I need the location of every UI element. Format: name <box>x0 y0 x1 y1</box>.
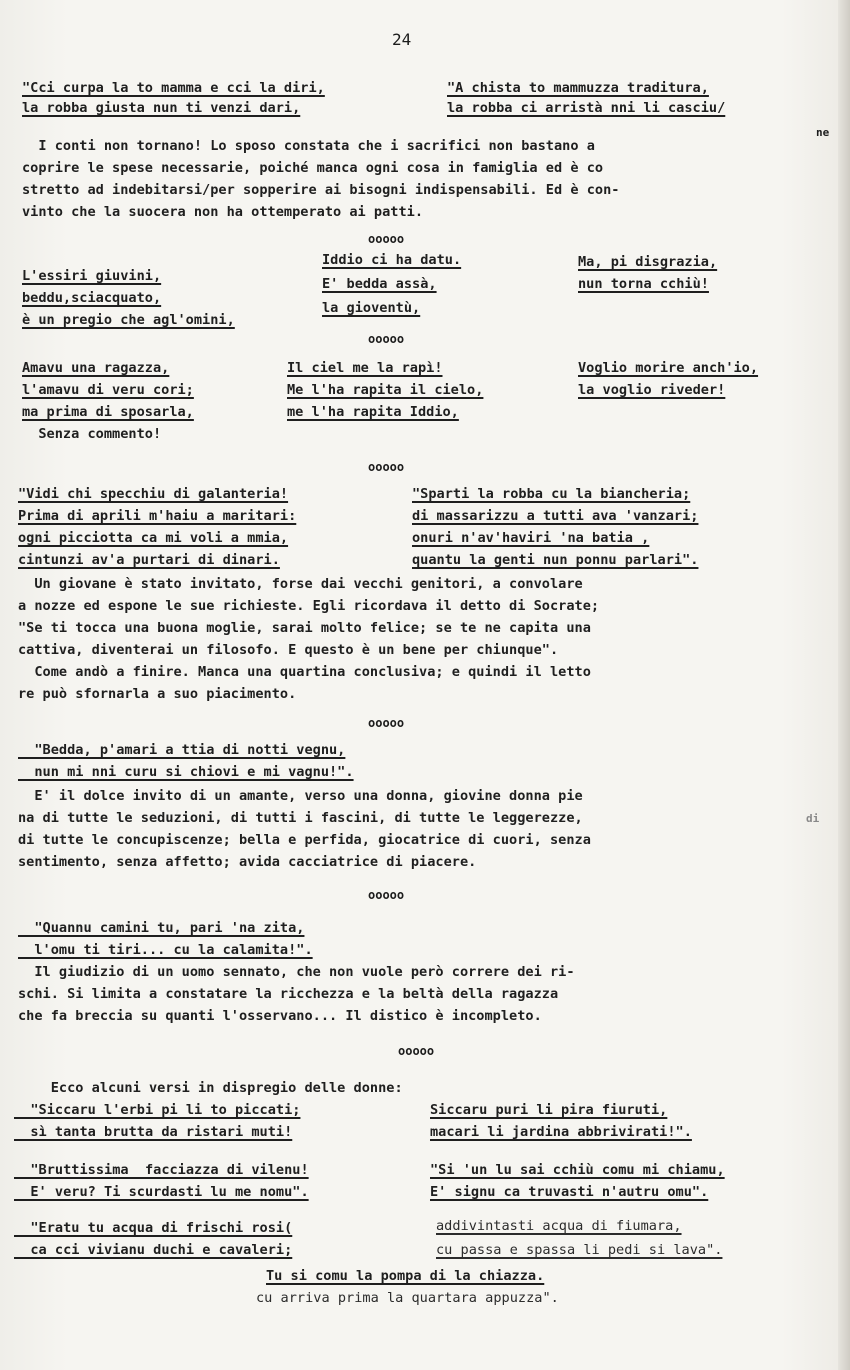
verse-line: la robba ci arristà nni li casciu/ <box>447 100 726 116</box>
verse-line: Il ciel me la rapì! <box>287 360 443 376</box>
prose-line: di tutte le concupiscenze; bella e perfida, giocatrice di cuori, senza <box>18 832 591 848</box>
verse-line: "Sparti la robba cu la biancheria; <box>412 486 691 502</box>
verse-line: la robba giusta nun ti venzi dari, <box>22 100 301 116</box>
verse-line: Iddio ci ha datu. <box>322 252 462 268</box>
prose-line: Ecco alcuni versi in dispregio delle donne: <box>18 1080 403 1096</box>
verse-line: Tu si comu la pompa di la chiazza. <box>266 1268 545 1284</box>
verse-line: beddu,sciacquato, <box>22 290 162 306</box>
verse-line: Prima di aprili m'haiu a maritari: <box>18 508 297 524</box>
prose-line: che fa breccia su quanti l'osservano... Il distico è incompleto. <box>18 1008 542 1024</box>
verse-line: addivintasti acqua di fiumara, <box>436 1218 682 1234</box>
verse-line: cu passa e spassa li pedi si lava". <box>436 1242 723 1258</box>
prose-line: Come andò a finire. Manca una quartina conclusiva; e quindi il letto <box>18 664 591 680</box>
section-separator: ooooo <box>368 460 405 474</box>
page-number: 24 <box>392 30 412 49</box>
verse-line: "Bruttissima facciazza di vilenu! <box>14 1162 309 1178</box>
prose-line: Senza commento! <box>22 426 162 442</box>
prose-line: "Se ti tocca una buona moglie, sarai molto felice; se te ne capita una <box>18 620 591 636</box>
verse-line: ogni picciotta ca mi voli a mmia, <box>18 530 289 546</box>
page-edge <box>838 0 850 1370</box>
verse-line: la gioventù, <box>322 300 421 316</box>
verse-line: "Cci curpa la to mamma e cci la diri, <box>22 80 325 96</box>
verse-line: Amavu una ragazza, <box>22 360 170 376</box>
verse-line: "Si 'un lu sai cchiù comu mi chiamu, <box>430 1162 725 1178</box>
verse-line: "Vidi chi specchiu di galanteria! <box>18 486 289 502</box>
section-separator: ooooo <box>368 888 405 902</box>
verse-line: la voglio riveder! <box>578 382 726 398</box>
verse-line: sì tanta brutta da ristari muti! <box>14 1124 293 1140</box>
handwritten-note: di <box>806 812 820 825</box>
verse-line: E' bedda assà, <box>322 276 437 292</box>
prose-line: coprire le spese necessarie, poiché manca ogni cosa in famiglia ed è co <box>22 160 604 176</box>
prose-line: I conti non tornano! Lo sposo constata che i sacrifici non bastano a <box>22 138 595 154</box>
verse-line: Me l'ha rapita il cielo, <box>287 382 484 398</box>
prose-line: a nozze ed espone le sue richieste. Egli ricordava il detto di Socrate; <box>18 598 600 614</box>
verse-line: ca cci vivianu duchi e cavaleri; <box>14 1242 293 1258</box>
verse-line: E' veru? Ti scurdasti lu me nomu". <box>14 1184 309 1200</box>
verse-line: macari li jardina abbrivirati!". <box>430 1124 692 1140</box>
verse-line: Voglio morire anch'io, <box>578 360 759 376</box>
prose-line: stretto ad indebitarsi/per sopperire ai bisogni indispensabili. Ed è con- <box>22 182 620 198</box>
section-separator: ooooo <box>398 1044 435 1058</box>
verse-line: E' signu ca truvasti n'autru omu". <box>430 1184 709 1200</box>
section-separator: ooooo <box>368 716 405 730</box>
verse-line: nun torna cchiù! <box>578 276 709 292</box>
prose-line: sentimento, senza affetto; avida cacciatrice di piacere. <box>18 854 477 870</box>
prose-line: vinto che la suocera non ha ottemperato ai patti. <box>22 204 424 220</box>
verse-line: cintunzi av'a purtari di dinari. <box>18 552 280 568</box>
verse-line: quantu la genti nun ponnu parlari". <box>412 552 699 568</box>
verse-line: Ma, pi disgrazia, <box>578 254 718 270</box>
verse-line: è un pregio che agl'omini, <box>22 312 235 328</box>
prose-line: Un giovane è stato invitato, forse dai vecchi genitori, a convolare <box>18 576 583 592</box>
prose-line: E' il dolce invito di un amante, verso una donna, giovine donna pie <box>18 788 583 804</box>
verse-line: "Quannu camini tu, pari 'na zita, <box>18 920 305 936</box>
verse-line: "A chista to mammuzza traditura, <box>447 80 709 96</box>
verse-line: ma prima di sposarla, <box>22 404 194 420</box>
prose-line: re può sfornarla a suo piacimento. <box>18 686 297 702</box>
verse-line: Siccaru puri li pira fiuruti, <box>430 1102 668 1118</box>
section-separator: ooooo <box>368 232 405 246</box>
verse-line: "Bedda, p'amari a ttia di notti vegnu, <box>18 742 346 758</box>
verse-line: l'amavu di veru cori; <box>22 382 194 398</box>
prose-line: na di tutte le seduzioni, di tutti i fascini, di tutte le leggerezze, <box>18 810 583 826</box>
section-separator: ooooo <box>368 332 405 346</box>
verse-line: onuri n'av'haviri 'na batia , <box>412 530 650 546</box>
verse-line: l'omu ti tiri... cu la calamita!". <box>18 942 313 958</box>
verse-line: nun mi nni curu si chiovi e mi vagnu!". <box>18 764 354 780</box>
verse-line: "Siccaru l'erbi pi li to piccati; <box>14 1102 301 1118</box>
prose-line: schi. Si limita a constatare la ricchezza e la beltà della ragazza <box>18 986 559 1002</box>
prose-line: Il giudizio di un uomo sennato, che non vuole però correre dei ri- <box>18 964 575 980</box>
verse-line: "Eratu tu acqua di frischi rosi( <box>14 1220 293 1236</box>
prose-line: cattiva, diventerai un filosofo. E questo è un bene per chiunque". <box>18 642 559 658</box>
verse-line: cu arriva prima la quartara appuzza". <box>256 1290 559 1306</box>
verse-line: di massarizzu a tutti ava 'vanzari; <box>412 508 699 524</box>
verse-line: me l'ha rapita Iddio, <box>287 404 459 420</box>
verse-line: L'essiri giuvini, <box>22 268 162 284</box>
handwritten-note: ne <box>816 126 830 139</box>
